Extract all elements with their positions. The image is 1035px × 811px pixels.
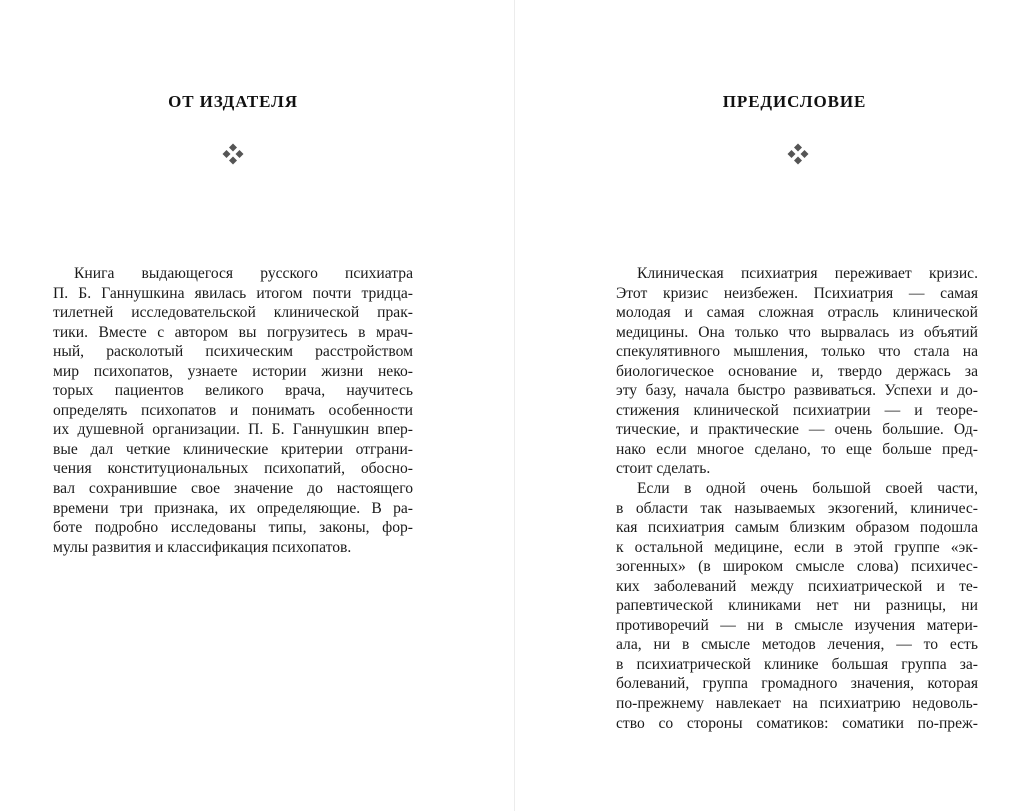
text-line: нако если многое сделано, то еще больше пред- <box>616 440 978 458</box>
text-line: стоит сделать. <box>616 460 711 478</box>
text-line: Этот кризис неизбежен. Психиатрия — самая <box>616 284 978 302</box>
text-line: болеваний, группа громадного значения, которая <box>616 675 978 693</box>
text-line: биологическое основание и, твердо держась за <box>616 362 978 380</box>
text-line: в психиатрической клинике большая группа за- <box>616 655 978 673</box>
text-line: Клиническая психиатрия переживает кризис. <box>637 265 978 282</box>
left-page <box>0 0 514 811</box>
text-line: торых пациентов великого врача, научитесь <box>53 382 413 400</box>
paragraph <box>616 264 978 479</box>
text-line: рапевтической клиниками нет ни разницы, ни <box>616 597 978 615</box>
text-line: П. Б. Ганнушкина явилась итогом почти тридца- <box>53 284 413 302</box>
text-line: ала, ни в смысле методов лечения, — то есть <box>616 636 978 654</box>
left-page-body <box>53 264 413 557</box>
diamond-ornament-icon <box>786 142 810 166</box>
text-line: по-прежнему навлекает на психиатрию недоволь- <box>616 695 978 713</box>
text-line: к остальной медицине, если в этой группе «эк- <box>616 538 978 556</box>
text-line: чения конституциональных психопатий, обосно- <box>53 460 413 478</box>
text-line: стижения клинической психиатрии — и теоре- <box>616 401 978 419</box>
text-line: ство со стороны соматиков: соматики по-преж- <box>616 714 978 732</box>
text-line: Книга выдающегося русского психиатра <box>74 265 413 282</box>
text-line: времени три признака, их определяющие. В ра- <box>53 499 413 517</box>
text-line: медицины. Она только что вырвалась из объятий <box>616 323 978 341</box>
text-line: вал сохранившие свое значение до настоящего <box>53 480 413 498</box>
text-line: определять психопатов и понимать особенности <box>53 401 413 419</box>
text-line: зогенных» (в широком смысле слова) психичес- <box>616 558 978 576</box>
text-line: спекулятивного мышления, только что стала на <box>616 343 978 361</box>
right-page-heading: ПРЕДИСЛОВИЕ <box>722 92 867 111</box>
right-page-body <box>616 264 978 733</box>
text-line: мир психопатов, узнаете истории жизни неко- <box>53 362 413 380</box>
text-line: молодая и самая сложная отрасль клинической <box>616 304 978 322</box>
text-line: тики. Вместе с автором вы погрузитесь в мрач- <box>53 323 413 341</box>
text-line: ный, расколотый психическим расстройством <box>53 343 413 361</box>
text-line: эту базу, начала быстро развиваться. Успехи и до- <box>616 382 978 400</box>
text-line: тилетней исследовательской клинической прак- <box>53 304 413 322</box>
text-line: тические, и практические — очень большие. Од- <box>616 421 978 439</box>
right-page <box>515 0 1035 811</box>
text-line: кая психиатрия самым близким образом подошла <box>616 519 978 537</box>
text-line: их душевной организации. П. Б. Ганнушкин впер- <box>53 421 413 439</box>
text-line: в области так называемых экзогений, клиничес- <box>616 499 978 517</box>
text-line: мулы развития и классификация психопатов. <box>53 538 352 556</box>
text-line: боте подробно исследованы типы, законы, фор- <box>53 519 413 537</box>
text-line: противоречий — ни в смысле изучения матери- <box>616 616 978 634</box>
text-line: Если в одной очень большой своей части, <box>637 480 978 498</box>
left-page-heading: ОТ ИЗДАТЕЛЯ <box>168 92 298 111</box>
paragraph <box>53 264 413 557</box>
diamond-ornament-icon <box>221 142 245 166</box>
text-line: ких заболеваний между психиатрической и те- <box>616 577 978 595</box>
paragraph <box>616 479 978 733</box>
text-line: вые дал четкие клинические критерии отграни- <box>53 440 413 458</box>
